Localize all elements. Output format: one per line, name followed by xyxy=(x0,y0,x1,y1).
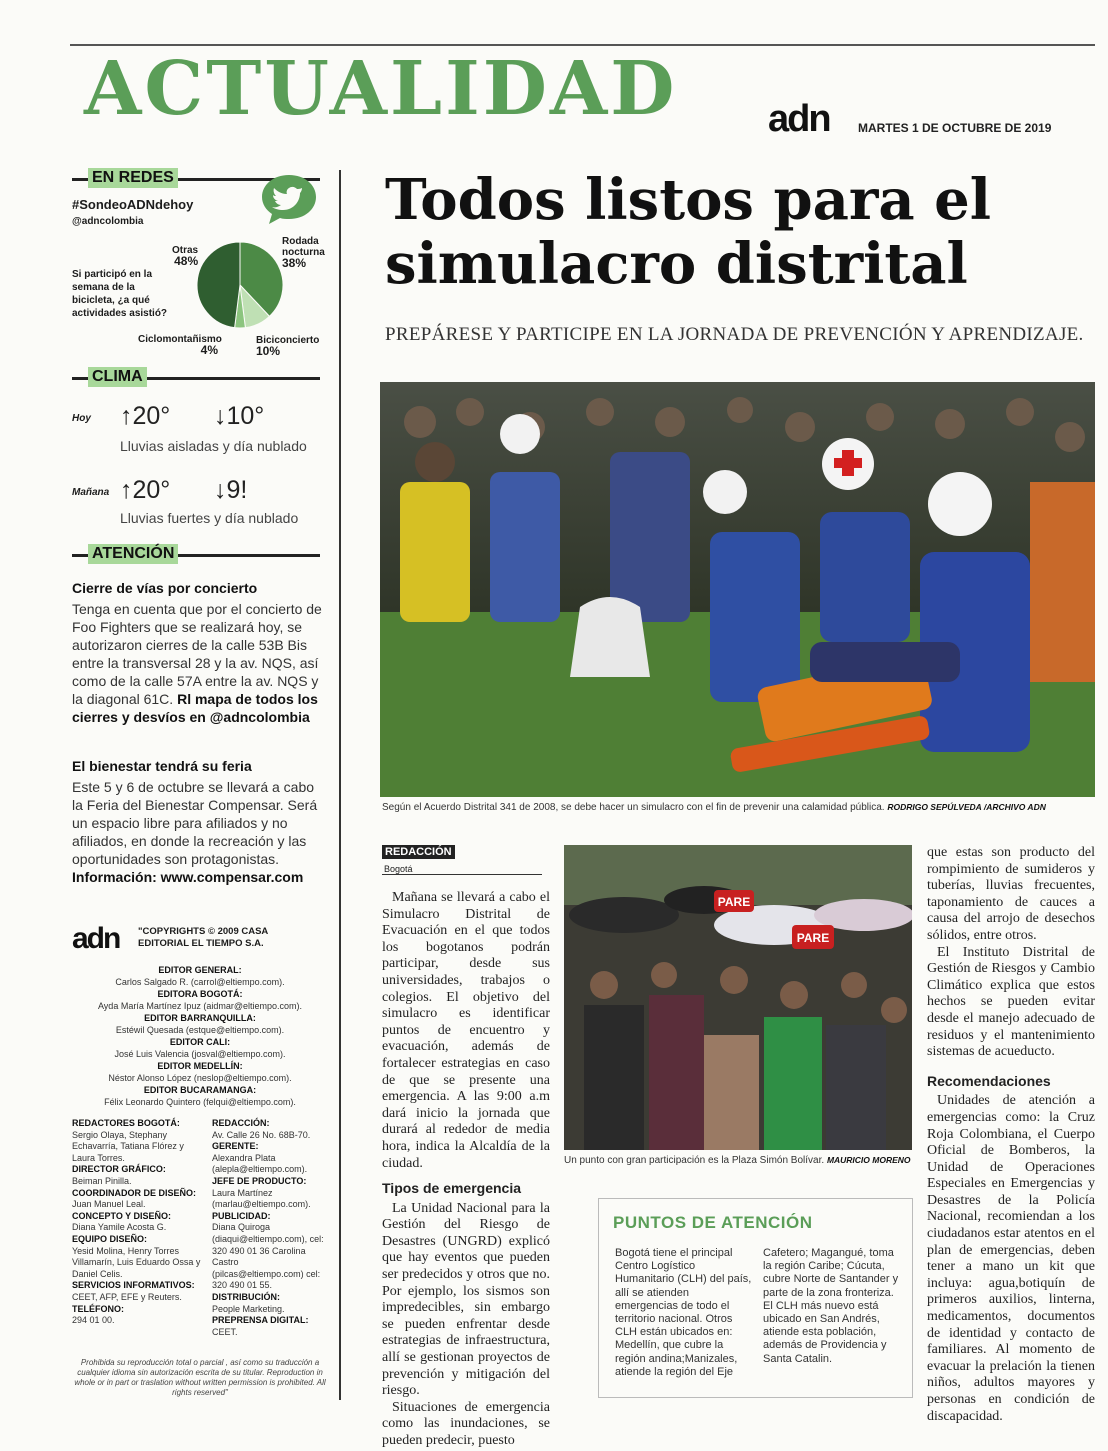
staff-list-right xyxy=(212,1118,330,1338)
copyright: "COPYRIGHTS © 2009 CASA EDITORIAL EL TIEMPO S.A. xyxy=(138,926,268,949)
stop-sign-text: PARE xyxy=(717,895,751,909)
credit-role: EQUIPO DISEÑO: xyxy=(72,1233,148,1244)
article-subhead: Tipos de emergencia xyxy=(382,1180,522,1197)
temp-min: ↓10° xyxy=(214,402,265,430)
pie-label-biciconcierto: Biciconcierto 10% xyxy=(256,335,320,358)
credit-role: PREPRENSA DIGITAL: xyxy=(212,1315,309,1326)
credit-name: Félix Leonardo Quintero (felqui@eltiempo.com). xyxy=(104,1097,296,1107)
credit-name: People Marketing. xyxy=(212,1303,285,1314)
poll-hashtag: #SondeoADNdehoy xyxy=(72,197,194,212)
credit-name: Laura Martínez (marlau@eltiempo.com). xyxy=(212,1187,311,1210)
clima-heading: CLIMA xyxy=(72,367,320,387)
credit-name: Juan Manuel Leal. xyxy=(72,1199,146,1210)
byline-city: Bogotá xyxy=(384,864,413,874)
credit-name: Diana Quiroga (diaqui@eltiempo.com), cel: 320 490 01 36 Carolina Castro (pilcas@eltiempo.com) cel: 320 490 01 55. xyxy=(212,1222,324,1291)
pie-slice xyxy=(197,242,240,328)
box-title: PUNTOS DE ATENCIÓN xyxy=(613,1213,813,1232)
photo-caption: Un punto con gran participación es la Plaza Simón Bolívar. MAURICIO MORENO xyxy=(564,1155,911,1166)
credit-role: DIRECTOR GRÁFICO: xyxy=(72,1164,166,1175)
byline-rule xyxy=(382,874,542,875)
article-column-3 xyxy=(927,845,1095,1425)
atencion-heading: ATENCIÓN xyxy=(72,544,320,564)
issue-date: MARTES 1 DE OCTUBRE DE 2019 xyxy=(858,121,1052,135)
temp-max: ↑20° xyxy=(120,402,171,430)
column-divider xyxy=(339,170,341,1400)
credit-name: Sergio Olaya, Stephany Echavarría, Tatiana Flórez y Laura Torres. xyxy=(72,1129,184,1163)
puntos-de-atencion-box xyxy=(598,1198,913,1398)
credit-role: EDITOR MEDELLÍN: xyxy=(157,1061,243,1071)
pie-label-rodada: Rodada nocturna 38% xyxy=(282,236,325,270)
credit-role: DISTRIBUCIÓN: xyxy=(212,1291,280,1302)
credit-name: Beiman Pinilla. xyxy=(72,1175,132,1186)
article-column-1 xyxy=(382,890,550,1450)
credit-name: Carlos Salgado R. (carrol@eltiempo.com). xyxy=(115,977,285,987)
credit-name: Ayda María Martínez Ipuz (aidmar@eltiempo.com). xyxy=(97,1001,303,1011)
credit-role: REDACCIÓN: xyxy=(212,1118,270,1128)
poll-question: Si participó en la semana de la bicicleta, ¿a qué actividades asistió? xyxy=(72,269,168,319)
article-paragraph: Unidades de atención a emergencias como: la Cruz Roja Colombiana, el Cuerpo Oficial de Bomberos, la Unidad de Operaciones Especiales en Emergencias y Desastres de la Policía Nacional, recomiendan a los ciudadanos estar atentos en el plan de emergencias, deben tener a mano un kit que incluya: agua,botiquín de primeros auxilios, linterna, medicamentos, documentos de identidad y contacto de familiares. Al momento de evacuar la prelación la tienen niños, adultos mayores y personas en condición de discapacidad. xyxy=(927,1093,1095,1424)
temp-max: ↑20° xyxy=(120,476,171,504)
credit-role: PUBLICIDAD: xyxy=(212,1210,271,1221)
byline: REDACCIÓN xyxy=(382,845,455,859)
credit-name: Néstor Alonso López (neslop@eltiempo.com). xyxy=(108,1073,292,1083)
credit-role: EDITORA BOGOTÁ: xyxy=(157,989,243,999)
pie-label-otras: Otras 48% xyxy=(172,245,199,268)
credit-name: CEET. xyxy=(212,1326,238,1337)
notice-body: Este 5 y 6 de octubre se llevará a cabo la Feria del Bienestar Compensar. Será un espacio libre para afiliados y no afiliados, en donde la recreación y las oportunidades son protagonistas. Información: www.compensar.com xyxy=(72,779,318,885)
credit-name: Estéwil Quesada (estque@eltiempo.com). xyxy=(115,1025,285,1035)
article-paragraph: Mañana se llevará a cabo el Simulacro Distrital de Evacuación en el que todos los bogotanos podrán participar, desde sus universidades, trabajos o colegios. El objetivo del simulacro es identificar puntos de encuentro y evacuación, además de fortalecer estrategias en caso de que se presente una emergencia. A las 9:00 a.m dará inicio la jornada que durará al rededor de media hora, indica la Alcaldía de la ciudad. xyxy=(382,890,550,1171)
credit-role: EDITOR GENERAL: xyxy=(158,965,242,975)
article-paragraph: La Unidad Nacional para la Gestión del Riesgo de Desastres (UNGRD) explicó que hay eventos que pueden ser predecidos y otros que no. Por ejemplo, los sismos son impredecibles, sin embargo se pueden enfrentar desde estrategias de infraestructura, allí se gestionan proyectos de prevención y mitigación del riesgo. xyxy=(382,1200,550,1399)
article-paragraph: que estas son producto del rompimiento de sumideros y tuberías, lluvias frecuentes, taponamiento de cauces a causa del arrojo de desechos sólidos, entre otros. xyxy=(927,845,1095,943)
credit-role: TELÉFONO: xyxy=(72,1303,124,1314)
article-headline: Todos listos para el simulacro distrital xyxy=(385,167,992,297)
notice-title: El bienestar tendrá su feria xyxy=(72,758,252,774)
plaza-crowd-photo xyxy=(564,845,912,1150)
credit-role: SERVICIOS INFORMATIVOS: xyxy=(72,1280,195,1291)
notice-body: Tenga en cuenta que por el concierto de Foo Fighters que se realizará hoy, se autorizaron cierres de la calle 53B Bis entre la transversal 28 y la av. NQS, así como de la calle 57A entre la av. NQS y la diagonal 61C. Rl mapa de todos los cierres y desvíos en @adncolombia xyxy=(72,601,322,725)
twitter-bird-icon xyxy=(258,172,320,226)
article-deck: PREPÁRESE Y PARTICIPE EN LA JORNADA DE PREVENCIÓN Y APRENDIZAJE. xyxy=(385,324,1084,345)
editors-list xyxy=(72,964,328,1108)
adn-logo: adn xyxy=(72,922,120,955)
weather-desc: Lluvias aisladas y día nublado xyxy=(120,438,307,454)
article-paragraph: El Instituto Distrital de Gestión de Riesgos y Cambio Climático explica que estos hechos se pueden evitar desde el manejo adecuado de residuos y el mantenimiento sistemas de acueducto. xyxy=(927,944,1095,1060)
stop-sign-text: PARE xyxy=(796,931,830,945)
staff-list-left xyxy=(72,1118,202,1327)
legal-notice: Prohibida su reproducción total o parcial , así como su traducción a cualquier idioma sin autorización escrita de su titular. Reproduction in whole or in part or traslation without written permission is prohibited. All rights reserved" xyxy=(74,1358,326,1397)
credit-name: José Luis Valencia (josval@eltiempo.com). xyxy=(114,1049,286,1059)
credit-name: Yesid Molina, Henry Torres Villamarín, Luis Eduardo Ossa y Daniel Celis. xyxy=(72,1245,201,1279)
credit-name: CEET, AFP, EFE y Reuters. xyxy=(72,1291,182,1302)
credit-role: CONCEPTO Y DISEÑO: xyxy=(72,1210,172,1221)
credit-role: EDITOR BARRANQUILLA: xyxy=(144,1013,256,1023)
notice-title: Cierre de vías por concierto xyxy=(72,580,258,596)
rescue-drill-photo xyxy=(380,382,1095,797)
temp-min: ↓9! xyxy=(214,476,248,504)
photo-credit: RODRIGO SEPÚLVEDA /ARCHIVO ADN xyxy=(887,802,1046,812)
adn-logo: adn xyxy=(768,98,830,140)
credit-name: Alexandra Plata (alepla@eltiempo.com). xyxy=(212,1152,308,1175)
box-column: Bogotá tiene el principal Centro Logístico Humanitario (CLH) del país, allí se atienden emergencias de todo el territorio nacional. Otros CLH están ubicados en: Medellín, que cubre la región andina;Manizales, atiende la región del Eje xyxy=(615,1247,752,1378)
section-title: ACTUALIDAD xyxy=(84,46,678,132)
article-subhead: Recomendaciones xyxy=(927,1072,1051,1089)
en-redes-heading: EN REDES xyxy=(72,168,320,188)
credit-role: EDITOR CALI: xyxy=(169,1037,231,1047)
credit-name: Diana Yamile Acosta G. xyxy=(72,1222,167,1233)
photo-credit: MAURICIO MORENO xyxy=(826,1155,911,1165)
box-column: Cafetero; Magangué, toma la región Caribe; Cúcuta, cubre Norte de Santander y parte de la zona fronteriza. El CLH más nuevo está ubicado en San Andrés, atiende esta población, además de Providencia y Santa Catalin. xyxy=(763,1247,899,1365)
credit-role: COORDINADOR DE DISEÑO: xyxy=(72,1187,197,1198)
credit-role: EDITOR BUCARAMANGA: xyxy=(143,1085,257,1095)
credit-role: REDACTORES BOGOTÁ: xyxy=(72,1118,180,1128)
poll-pie-chart xyxy=(195,240,285,330)
credit-role: JEFE DE PRODUCTO: xyxy=(212,1175,307,1186)
credit-name: Av. Calle 26 No. 68B-70. xyxy=(212,1129,311,1140)
pie-label-ciclo: Ciclomontañismo 4% xyxy=(138,334,222,357)
weather-desc: Lluvias fuertes y día nublado xyxy=(120,510,299,526)
credit-name: 294 01 00. xyxy=(72,1315,115,1326)
photo-caption: Según el Acuerdo Distrital 341 de 2008, se debe hacer un simulacro con el fin de prevenir una calamidad pública. RODRIGO SEPÚLVEDA /ARCHIVO ADN xyxy=(382,802,1046,813)
article-paragraph: Situaciones de emergencia como las inundaciones, se pueden predecir, puesto xyxy=(382,1399,550,1448)
poll-handle: @adncolombia xyxy=(72,216,144,227)
credit-role: GERENTE: xyxy=(212,1141,259,1152)
